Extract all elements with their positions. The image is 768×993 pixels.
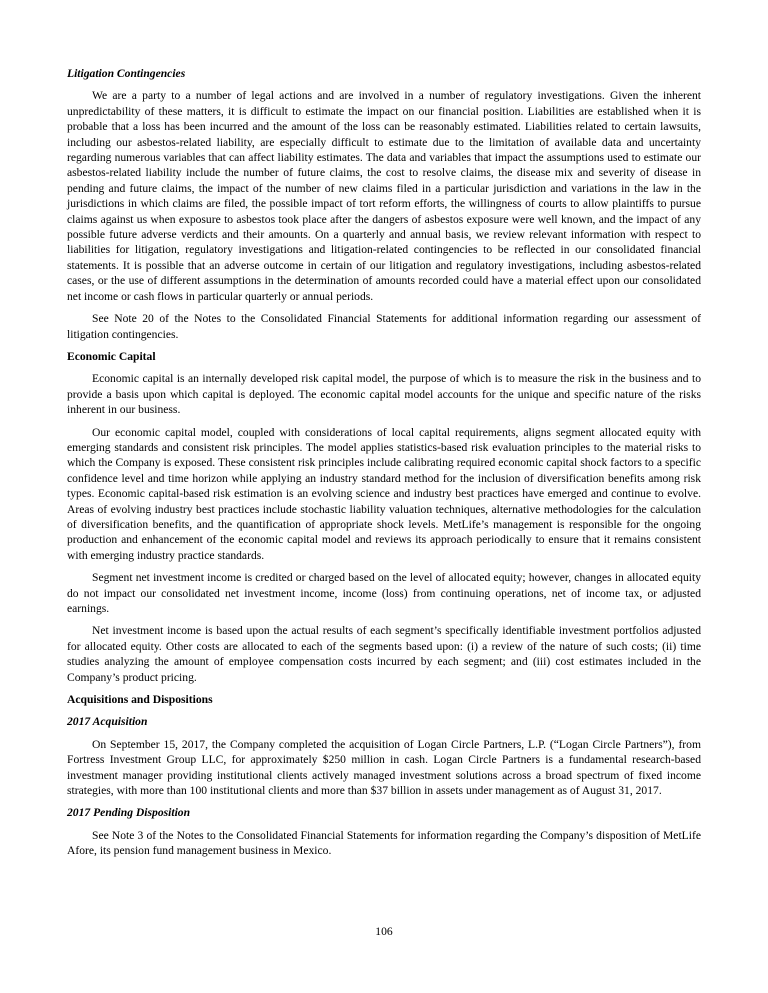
section-heading-acquisitions-and-dispositions: Acquisitions and Dispositions [67,693,213,707]
paragraph-see-note-20: See Note 20 of the Notes to the Consolidated Financial Statements for additional information regarding our assessment of litigation contingencies. [67,312,701,341]
paragraph-economic-capital-intro: Economic capital is an internally developed risk capital model, the purpose of which is to measure the risk in the business and to provide a basis upon which capital is deployed. The economic capital model accounts for the unique and specific nature of the risks inherent in our business. [67,372,701,417]
section-heading-litigation-contingencies: Litigation Contingencies [67,67,186,80]
paragraph-net-investment-income-allocation: Net investment income is based upon the actual results of each segment’s specifically identifiable investment portfolios adjusted for allocated equity. Other costs are allocated to each of the segments based upon: (i) a review of the nature of such costs; (ii) time studies analyzing the amount of employee compensation costs incurred by each segment; and (iii) cost estimates included in the Company’s product pricing. [67,624,701,684]
paragraph-logan-circle-acquisition: On September 15, 2017, the Company completed the acquisition of Logan Circle Partners, L.P. (“Logan Circle Partners”), from Fortress Investment Group LLC, for approximately $250 million in cash. Logan Circle Partners is a fundamental research-based investment manager providing institutional clients actively managed investment solutions across a broad spectrum of fixed income strategies, with more than 100 institutional clients and more than $37 billion in assets under management as of August 31, 2017. [67,737,701,798]
paragraph-litigation-overview: We are a party to a number of legal actions and are involved in a number of regulatory investigations. Given the inherent unpredictability of these matters, it is difficult to estimate the impact on our financial position. Liabilities are established when it is probable that a loss has been incurred and the amount of the loss can be reasonably estimated. Liabilities related to certain lawsuits, including our asbestos-related liability, are especially difficult to estimate due to the limitation of available data and uncertainty regarding numerous variables that can affect liability estimates. The data and variables that impact the assumptions used to estimate our asbestos-related liability include the number of future claims, the cost to resolve claims, the disease mix and severity of disease in pending and future claims, the impact of the number of new claims filed in a particular jurisdiction and variations in the law in the jurisdictions in which claims are filed, the possible impact of tort reform efforts, the willingness of courts to allow plaintiffs to pursue claims against us when exposure to asbestos took place after the dangers of asbestos exposure were well known, and the impact of any possible future adverse verdicts and their amounts. On a quarterly and annual basis, we review relevant information with respect to liabilities for litigation, regulatory investigations and litigation-related contingencies to be reflected in our consolidated financial statements. It is possible that an adverse outcome in certain of our litigation and regulatory investigations, including asbestos-related cases, or the use of different assumptions in the determination of amounts recorded could have a material effect upon our consolidated net income or cash flows in particular quarterly or annual periods. [67,89,701,303]
section-heading-2017-pending-disposition: 2017 Pending Disposition [67,806,191,820]
section-heading-economic-capital: Economic Capital [67,349,156,363]
paragraph-economic-capital-model: Our economic capital model, coupled with considerations of local capital requirements, aligns segment allocated equity with emerging standards and consistent risk principles. The model applies statistics-based risk evaluation principles to the material risks to which the Company is exposed. These consistent risk principles include calibrating required economic capital shock factors to a specific confidence level and time horizon while applying an industry standard method for the inclusion of diversification benefits among risk types. Economic capital-based risk estimation is an evolving science and industry best practices have emerged and continue to evolve. Areas of evolving industry best practices include stochastic liability valuation techniques, alternative methodologies for the calculation of diversification benefits, and the quantification of appropriate shock levels. MetLife’s management is responsible for the ongoing production and enhancement of the economic capital model and reviews its approach periodically to ensure that it remains consistent with emerging industry practice standards. [67,425,701,562]
paragraph-segment-net-investment-income: Segment net investment income is credited or charged based on the level of allocated equity; however, changes in allocated equity do not impact our consolidated net investment income, income (loss) from continuing operations, net of income tax, or adjusted earnings. [67,571,701,615]
paragraph-metlife-afore-disposition: See Note 3 of the Notes to the Consolidated Financial Statements for information regarding the Company’s disposition of MetLife Afore, its pension fund management business in Mexico. [67,828,701,858]
document-body [67,66,701,859]
section-heading-2017-acquisition: 2017 Acquisition [67,715,148,729]
page-number: 106 [375,925,393,938]
